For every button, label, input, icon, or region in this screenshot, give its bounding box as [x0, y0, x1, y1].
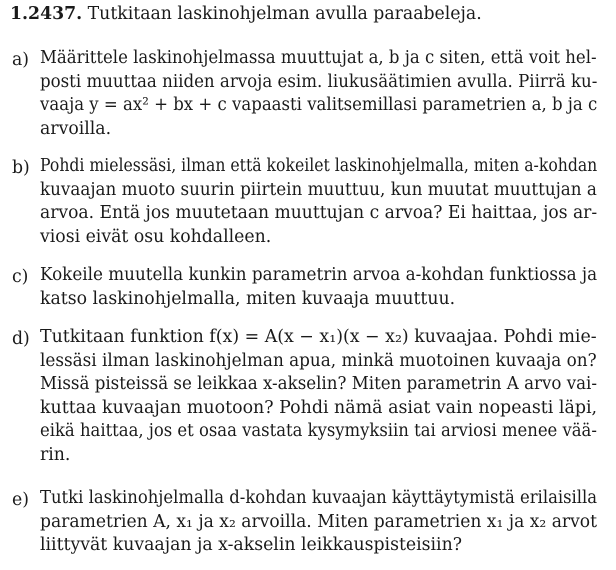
- subtask-label: e): [12, 490, 29, 510]
- subtask-text-line: kuttaa kuvaajan muotoon? Pohdi nämä asiat vain nopeasti läpi,: [40, 397, 598, 418]
- subtask-text-line: Kokeile muutella kunkin parametrin arvoa a-kohdan funktiossa ja: [40, 265, 598, 285]
- subtask-text-line: Tutki laskinohjelmalla d-kohdan kuvaajan käyttäytymistä erilaisilla: [40, 488, 598, 508]
- subtask-text-line: posti muuttaa niiden arvoja esim. liukusäätimien avulla. Piirrä ku-: [40, 71, 598, 92]
- subtask-text-line: liittyvät kuvaajan ja x-akselin leikkauspisteisiin?: [40, 535, 462, 555]
- subtask-text-line: arvoa. Entä jos muutetaan muuttujan c arvoa? Ei haittaa, jos ar-: [40, 203, 598, 223]
- exercise-number: 1.2437.: [10, 4, 83, 24]
- subtask-text-line: arvoilla.: [40, 118, 112, 139]
- subtask-text-line: viosi eivät osu kohdalleen.: [40, 226, 272, 247]
- subtask-text-line: eikä haittaa, jos et osaa vastata kysymyksiin tai arviosi menee vää-: [40, 421, 597, 441]
- subtask-text-line: kuvaajan muoto suurin piirtein muuttuu, kun muutat muuttujan a: [40, 179, 597, 200]
- subtask-text-line: parametrien A, x₁ ja x₂ arvoilla. Miten parametrien x₁ ja x₂ arvot: [40, 511, 597, 532]
- subtask-label: a): [12, 50, 30, 70]
- subtask-text-line: lessäsi ilman laskinohjelman apua, minkä muotoinen kuvaaja on?: [40, 350, 597, 371]
- subtask-text-line: katso laskinohjelmalla, miten kuvaaja muuttuu.: [40, 288, 456, 309]
- subtask-text-line: Missä pisteissä se leikkaa x-akselin? Miten parametrin A arvo vai-: [40, 374, 597, 394]
- subtask-label: d): [12, 329, 30, 349]
- exercise-heading: [10, 6, 482, 23]
- subtask-text-line: Määrittele laskinohjelmassa muuttujat a, b ja c siten, että voit hel-: [40, 48, 597, 68]
- subtask-label: c): [12, 267, 29, 287]
- subtask-text-line: Pohdi mielessäsi, ilman että kokeilet laskinohjelmalla, miten a-kohdan: [40, 156, 598, 176]
- exercise-title: Tutkitaan laskinohjelman avulla paraabeleja.: [87, 4, 482, 24]
- subtask-text-line: rin.: [40, 444, 71, 465]
- subtask-text-line: Tutkitaan funktion f(x) = A(x − x₁)(x − x₂) kuvaajaa. Pohdi mie-: [40, 327, 597, 347]
- subtask-text-line: vaaja y = ax² + bx + c vapaasti valitsemillasi parametrien a, b ja c: [40, 95, 598, 115]
- subtask-label: b): [12, 158, 30, 178]
